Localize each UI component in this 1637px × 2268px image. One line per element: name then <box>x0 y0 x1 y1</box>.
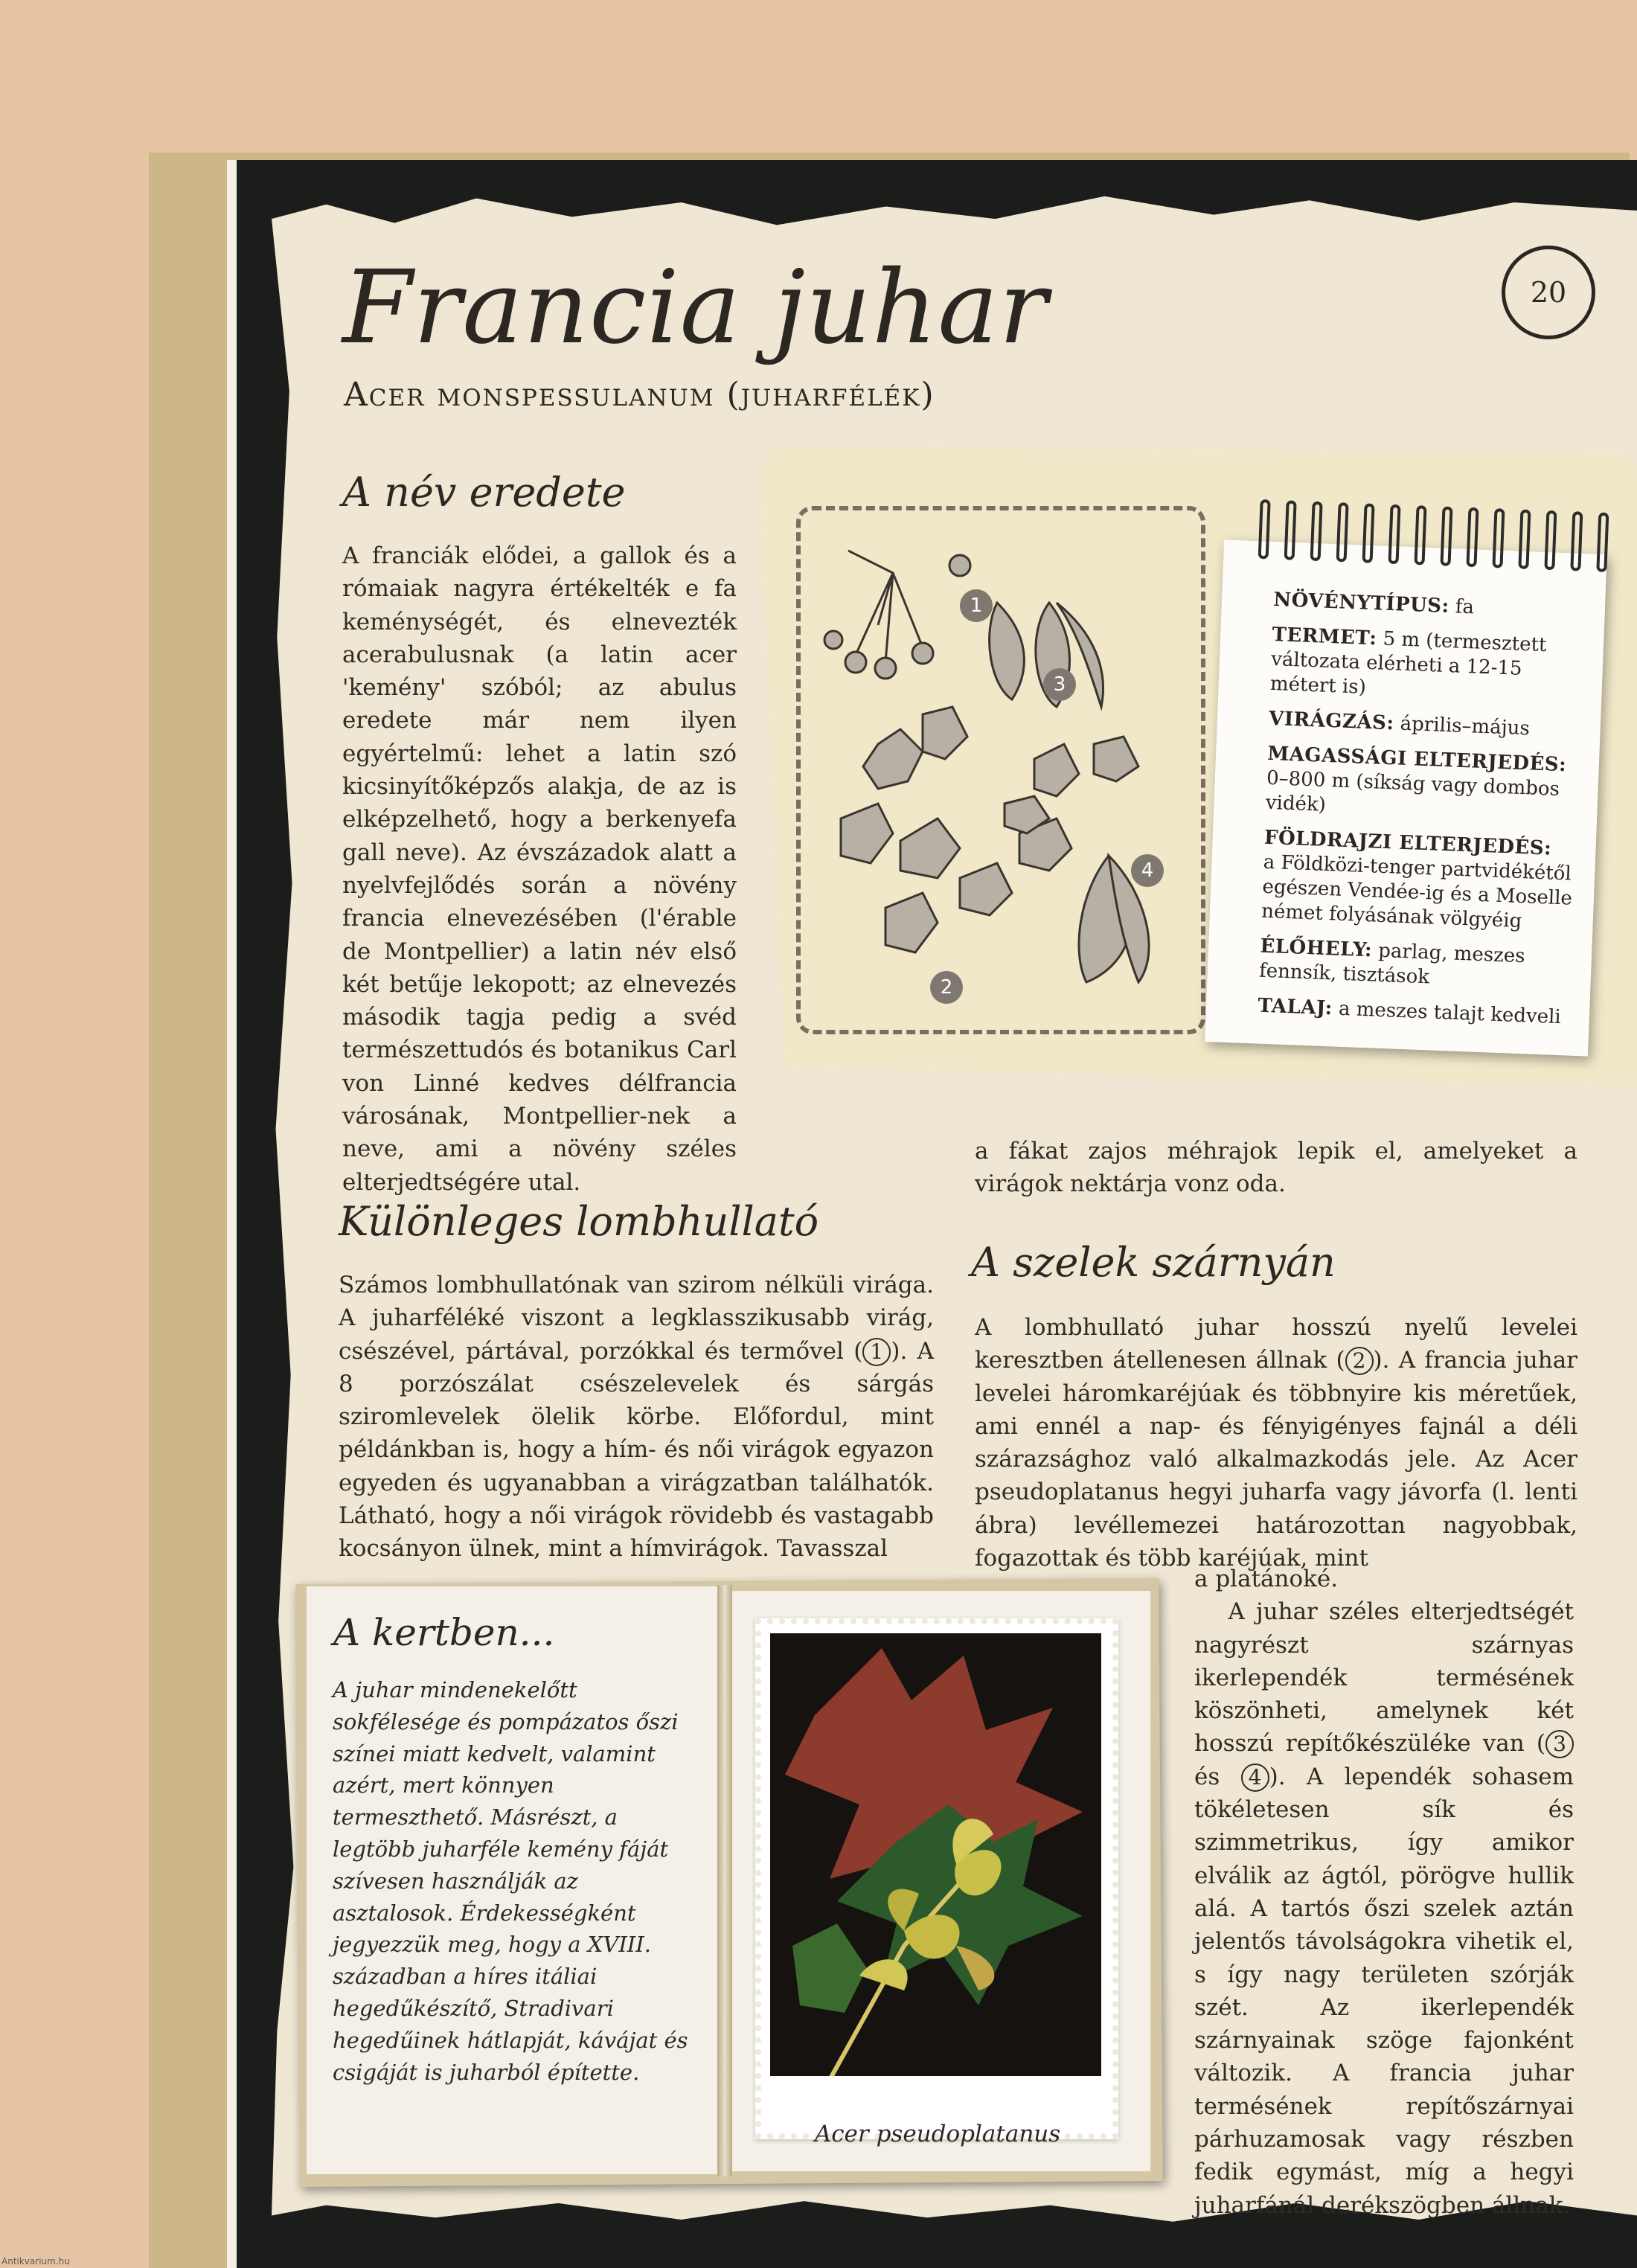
text-run: és <box>1194 1763 1241 1790</box>
acer-pseudoplatanus-photo <box>770 1633 1101 2076</box>
illustration-label-2: 2 <box>930 971 963 1004</box>
maple-leaves-image <box>770 1633 1101 2076</box>
info-value: a Földközi-tenger partvidékétől egészen Vendée-ig és a Moselle német folyásának völgyéig <box>1260 850 1573 933</box>
info-row <box>1258 994 1571 1031</box>
illustration-label-1: 1 <box>960 589 993 622</box>
ref-circle-3: 3 <box>1545 1730 1574 1758</box>
ref-circle-4: 4 <box>1241 1764 1269 1792</box>
text-run: a platánoké. <box>1194 1566 1339 1592</box>
info-key: NÖVÉNYTÍPUS: <box>1272 588 1450 618</box>
info-value: a meszes talajt kedveli <box>1338 997 1562 1029</box>
info-row <box>1261 826 1577 936</box>
watermark: Antikvarium.hu <box>1 2256 70 2267</box>
illustration-label-4: 4 <box>1131 854 1164 887</box>
maple-botanical-illustration <box>811 521 1191 1019</box>
text-run: ). A lependék sohasem tökéletesen sík és szimmetrikus, így amikor elválik az ágtól, pörögve hullik alá. A tartós őszi szelek aztán jelentős távolságokra vihetik el, s így nagy területen szórják szét. Az ikerlependék szárnyainak szöge fajonként változik. A francia juhar termésének repítőszárnyai párhuzamosak vagy részben fedik egymást, míg a hegyi juharfánál derékszögben állnak. <box>1194 1763 1574 2219</box>
info-key: MAGASSÁGI ELTERJEDÉS: <box>1266 742 1567 777</box>
info-row <box>1259 935 1573 996</box>
photo-caption: Acer pseudoplatanus <box>814 2121 1061 2147</box>
text-run: ). A francia juhar levelei háromkaréjúak és többnyire kis méretűek, ami ennél a nap- és fényigényes fajnál a déli szárazsághoz való alkalmazkodás jele. Az Acer pseudoplatanus hegyi juharfa vagy jávorfa (l. lenti ábra) levéllemezei határozottan nagyobbak, fogazottak és több karéjúak, mint <box>975 1347 1577 1572</box>
info-value: 5 m (termesztett változata elérheti a 12-15 métert is) <box>1269 627 1547 699</box>
paragraph-nev-eredete: A franciák elődei, a gallok és a rómaiak nagyra értékelték e fa keménységét, és elnevezték acerabulusnak (a latin acer 'kemény' szóból; az abulus eredete már nem ilyen egyértelmű: lehet a latin szó kicsinyítőképzős alakja, de az is elképzelhető, hogy a berkenyefa gall neve). Az évszázadok alatt a nyelvfejlődés során a növény francia elnevezésében (l'érable de Montpellier) a latin név első két betűje lekopott; az elnevezés második tagja pedig a svéd természettudós és botanikus Carl von Linné kedves délfrancia városának, Montpellier-nek a neve, ami a növény széles elterjedtségére utal. <box>342 542 737 1196</box>
info-value: 0–800 m (síkság vagy dombos vidék) <box>1265 766 1560 816</box>
text-run: A juhar széles elterjedtségét nagyrészt szárnyas ikerlependék termésének köszönheti, amelynek két hosszú repítőkészüléke van ( <box>1194 1598 1574 1758</box>
page-title: Francia juhar <box>342 249 1048 367</box>
info-row <box>1265 742 1580 827</box>
info-value: fa <box>1455 595 1475 619</box>
illustration-label-3: 3 <box>1043 668 1076 701</box>
ref-circle-1: 1 <box>862 1338 891 1366</box>
info-key: TALAJ: <box>1257 994 1333 1020</box>
paragraph-kulonleges <box>339 1269 934 1566</box>
heading-szelek-szarnyan: A szelek szárnyán <box>971 1239 1336 1286</box>
info-key: TERMET: <box>1272 623 1377 650</box>
heading-nev-eredete: A név eredete <box>342 469 626 516</box>
text-run: A lombhullató juhar hosszú nyelű levelei keresztben átellenesen állnak ( <box>975 1314 1577 1374</box>
page-number: 20 <box>1502 246 1595 339</box>
info-key: FÖLDRAJZI ELTERJEDÉS: <box>1263 826 1552 860</box>
heading-kulonleges-lombhullato: Különleges lombhullató <box>339 1198 819 1245</box>
page-subtitle: Acer monspessulanum (juharfélék) <box>344 376 935 414</box>
garden-book-spine <box>717 1585 732 2176</box>
info-value: április–május <box>1400 712 1531 740</box>
text-run: ). A 8 porzószálat csészelevelek és sárgás sziromlevelek ölelik körbe. Előfordul, mint példánkban is, hogy a hím- és női virágok egyazon egyeden és ugyanabban a virágzatban találhatók. Látható, hogy a női virágok rövidebb és vastagabb kocsányon ülnek, mint a hímvirágok. Tavasszal <box>339 1337 934 1563</box>
info-key: ÉLŐHELY: <box>1259 935 1373 962</box>
info-row <box>1269 707 1582 743</box>
info-value: parlag, meszes fennsík, tisztások <box>1258 939 1526 989</box>
info-card-list <box>1257 588 1586 1041</box>
info-row <box>1269 623 1584 708</box>
garden-box-title: A kertben... <box>333 1611 555 1654</box>
paragraph-szelek-2 <box>1194 1563 1574 2222</box>
garden-box-text: A juhar mindenekelőtt sokfélesége és pompázatos őszi színei miatt kedvelt, valamint azért, mert könnyen termeszthető. Másrészt, a legtöbb juharféle kemény fáját szívesen használják az asztalosok. Érdekességként jegyezzük meg, hogy a XVIII. században a híres itáliai hegedűkészítő, Stradivari hegedűinek hátlapját, kávájat és csigáját is juharból építette. <box>333 1677 688 2085</box>
paragraph-folytatas: a fákat zajos méhrajok lepik el, amelyeket a virágok nektárja vonz oda. <box>975 1138 1577 1198</box>
text-run: Számos lombhullatónak van szirom nélküli virága. A juharféléké viszont a legklasszikusabb virág, csészével, pártával, porzókkal és termővel ( <box>339 1272 934 1365</box>
ref-circle-2: 2 <box>1345 1347 1374 1375</box>
paragraph-szelek-1 <box>975 1311 1577 1575</box>
info-key: VIRÁGZÁS: <box>1268 707 1395 735</box>
